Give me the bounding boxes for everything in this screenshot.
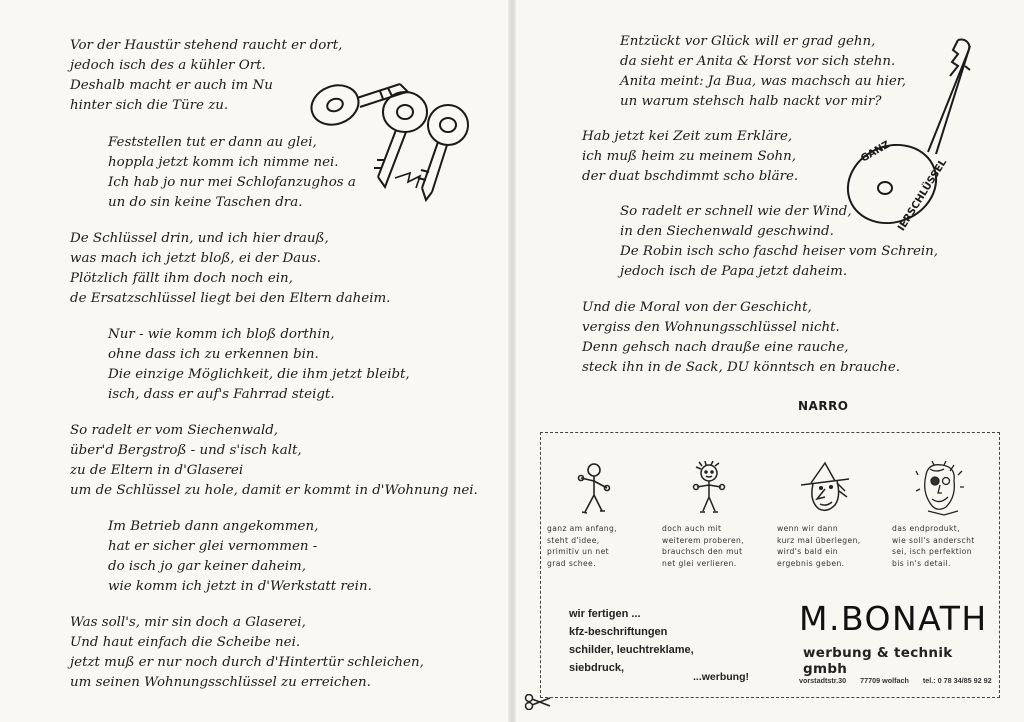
left-stanza-6 (108, 517, 372, 597)
stage-text-line: wie soll's anderscht (892, 535, 975, 545)
stage-text-line: sei, isch perfektion (892, 547, 972, 556)
poem-line: zu de Eltern in d'Glaserei (70, 463, 244, 478)
poem-line: Im Betrieb dann angekommen, (108, 519, 319, 534)
poem-line: jetzt muß er nur noch durch d'Hintertür schleichen, (70, 655, 424, 670)
poem-line: De Schlüssel drin, und ich hier drauß, (70, 231, 329, 246)
poem-line: um seinen Wohnungsschlüssel zu erreichen. (70, 675, 371, 690)
poem-line: über'd Bergstroß - und s'isch kalt, (70, 443, 302, 458)
stage-text-line: bis in's detail. (892, 558, 951, 568)
services-list (569, 605, 694, 677)
company-phone: tel.: 0 78 34/85 92 92 (922, 676, 992, 685)
stage-text-line: weiterem proberen, (662, 535, 745, 545)
stage-text-line: net glei verlieren. (662, 558, 737, 568)
poem-line: da sieht er Anita & Horst vor sich stehn. (620, 54, 896, 69)
company-contact (799, 676, 1004, 685)
poem-line: So radelt er schnell wie der Wind, (620, 204, 852, 219)
left-stanza-5 (70, 421, 478, 501)
left-stanza-4 (108, 325, 410, 405)
keys-illustration (300, 70, 490, 205)
poem-line: Ich hab jo nur mei Schlofanzughos a (108, 175, 356, 190)
poem-line: Feststellen tut er dann au glei, (108, 135, 317, 150)
big-key-illustration (840, 36, 1000, 236)
company-zip-city: 77709 wolfach (860, 676, 909, 685)
service-item: wir fertigen ... (569, 608, 641, 620)
author-signature: NARRO (798, 399, 849, 413)
ad-stage-3 (771, 461, 876, 569)
poem-line: un warum stehsch halb nackt vor mir? (620, 94, 882, 109)
poem-line: De Robin isch scho faschd heiser vom Schrein, (620, 244, 939, 259)
poem-line: hinter sich die Türe zu. (70, 98, 229, 113)
cartoon-child-icon (687, 461, 731, 517)
stage-text-line: brauchsch den mut (662, 547, 743, 556)
stage-text-line: primitiv un net (547, 547, 610, 556)
stick-figure-icon (574, 461, 614, 517)
right-stanza-4 (582, 298, 900, 378)
service-item: schilder, leuchtreklame, (569, 644, 694, 656)
stage-text-line: doch auch mit (662, 524, 722, 533)
advertisement-box (540, 432, 1000, 698)
scissors-icon (524, 694, 552, 710)
ad-stage-1 (541, 461, 646, 569)
poem-line: hat er sicher glei vernommen - (108, 539, 318, 554)
poem-line: wie komm ich jetzt in d'Werkstatt rein. (108, 579, 372, 594)
poem-line: Und haut einfach die Scheibe nei. (70, 635, 301, 650)
key-icon (374, 92, 427, 187)
stage-text-line: das endprodukt, (892, 524, 960, 533)
key-icon (306, 79, 408, 131)
service-item: kfz-beschriftungen (569, 626, 668, 638)
poem-line: ich muß heim zu meinem Sohn, (582, 149, 797, 164)
poem-line: in den Siechenwald geschwind. (620, 224, 834, 239)
poem-line: hoppla jetzt komm ich nimme nei. (108, 155, 339, 170)
company-address: vorstadtstr.30 (799, 676, 847, 685)
left-stanza-7 (70, 613, 424, 693)
ad-stage-4 (886, 461, 991, 569)
poem-line: Vor der Haustür stehend raucht er dort, (70, 38, 343, 53)
left-stanza-3 (70, 229, 390, 309)
poem-line: steck ihn in de Sack, DU könntsch en brauche. (582, 360, 901, 375)
werbung-tag: ...werbung! (693, 671, 749, 683)
poem-line: Und die Moral von der Geschicht, (582, 300, 812, 315)
stage-text-line: steht d'idee, (547, 535, 600, 545)
ad-stage-2 (656, 461, 761, 569)
poem-line: Was soll's, mir sin doch a Glaserei, (70, 615, 306, 630)
stage-text-line: grad schee. (547, 558, 596, 568)
stage-text-line: kurz mal überlegen, (777, 535, 861, 545)
poem-line: Deshalb macht er auch im Nu (70, 78, 273, 93)
company-logo-text: M.BONATH (799, 599, 988, 638)
witch-face-icon (795, 461, 853, 517)
poem-line: isch, dass er auf's Fahrrad steigt. (108, 387, 335, 402)
key-tag-text-bottom: IERSCHLÜSSEL (896, 157, 950, 234)
poem-line: der duat bschdimmt scho bläre. (582, 169, 799, 184)
right-stanza-2 (582, 127, 798, 187)
poem-line: jedoch isch des a kühler Ort. (70, 58, 266, 73)
poem-line: do isch jo gar keiner daheim, (108, 559, 306, 574)
stage-text-line: wird's bald ein (777, 547, 838, 556)
poem-line: So radelt er vom Siechenwald, (70, 423, 279, 438)
poem-line: de Ersatzschlüssel liegt bei den Eltern daheim. (70, 291, 391, 306)
poem-line: was mach ich jetzt bloß, ei der Daus. (70, 251, 321, 266)
service-item: siebdruck, (569, 662, 625, 674)
stage-text-line: wenn wir dann (777, 524, 839, 533)
poem-line: vergiss den Wohnungsschlüssel nicht. (582, 320, 840, 335)
poem-line: un do sin keine Taschen dra. (108, 195, 303, 210)
poem-line: Hab jetzt kei Zeit zum Erkläre, (582, 129, 793, 144)
company-subtitle: werbung & technik gmbh (803, 645, 953, 677)
poem-line: Plötzlich fällt ihm doch noch ein, (70, 271, 293, 286)
poem-line: Denn gehsch nach drauße eine rauche, (582, 340, 849, 355)
key-tag-text-top: GANZ (859, 139, 892, 165)
poem-line: ohne dass ich zu erkennen bin. (108, 347, 319, 362)
poem-line: jedoch isch de Papa jetzt daheim. (620, 264, 848, 279)
stage-text-line: ergebnis geben. (777, 558, 845, 568)
book-gutter (508, 0, 516, 722)
detailed-face-icon (914, 461, 964, 517)
poem-line: um de Schlüssel zu hole, damit er kommt in d'Wohnung nei. (70, 483, 478, 498)
poem-line: Nur - wie komm ich bloß dorthin, (108, 327, 335, 342)
poem-line: Entzückt vor Glück will er grad gehn, (620, 34, 876, 49)
poem-line: Die einzige Möglichkeit, die ihm jetzt bleibt, (108, 367, 410, 382)
poem-line: Anita meint: Ja Bua, was machsch au hier, (620, 74, 906, 89)
stage-text-line: ganz am anfang, (547, 524, 617, 533)
